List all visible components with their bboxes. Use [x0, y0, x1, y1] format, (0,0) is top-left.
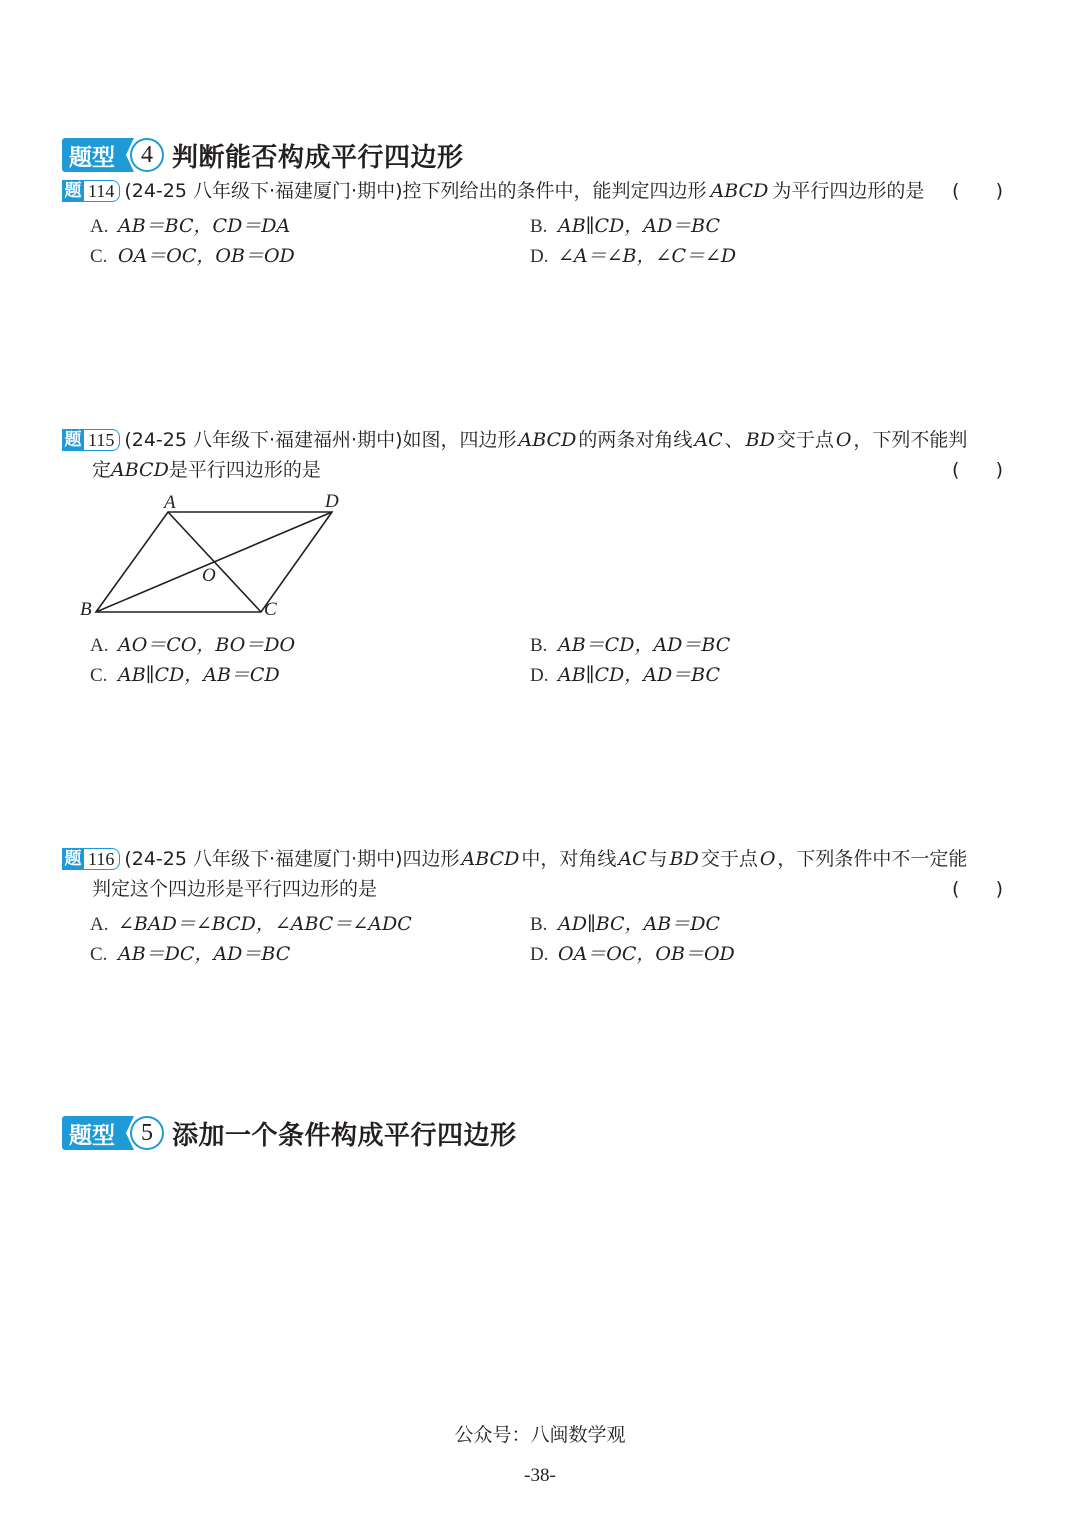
answer-blank: ( ) [952, 180, 1004, 202]
option-label: C. [90, 944, 108, 965]
question-tag: 题 [62, 180, 84, 202]
question-text: 与 [648, 848, 668, 870]
option-c [90, 941, 290, 968]
option-c [90, 662, 280, 689]
option-label: C. [90, 665, 108, 686]
shape-name: ABCD [461, 848, 520, 870]
option-text: AB∥CD，AD＝BC [558, 664, 721, 686]
option-d [530, 941, 735, 968]
point-o: O [835, 429, 852, 451]
option-label: D. [530, 665, 549, 686]
option-text: AB＝CD，AD＝BC [558, 634, 731, 656]
option-text: OA＝OC，OB＝OD [558, 943, 735, 965]
question-text: 的两条对角线 [578, 429, 693, 451]
section-tag: 题型 [62, 1116, 122, 1150]
section-number: 4 [130, 138, 164, 172]
point-o: O [759, 848, 776, 870]
option-text: OA＝OC，OB＝OD [118, 245, 295, 267]
option-label: B. [530, 635, 548, 656]
option-d [530, 662, 720, 689]
option-label: A. [90, 635, 109, 656]
option-text: AD∥BC，AB＝DC [558, 913, 721, 935]
section-title: 判断能否构成平行四边形 [172, 142, 464, 173]
label-a: A [164, 492, 176, 513]
label-d: D [325, 491, 339, 512]
label-o: O [202, 565, 216, 586]
option-label: D. [530, 246, 549, 267]
question-number: 114 [84, 180, 120, 202]
question-text: ，下列不能判 [853, 429, 968, 451]
question-text: 交于点 [700, 848, 758, 870]
question-text: 中，对角线 [521, 848, 617, 870]
answer-blank: ( ) [952, 459, 1004, 481]
question-114-stem [62, 177, 924, 205]
section-title: 添加一个条件构成平行四边形 [172, 1120, 517, 1151]
question-text: 是平行四边形的是 [168, 459, 321, 481]
option-a [90, 632, 295, 659]
shape-name: ABCD [710, 180, 769, 202]
option-label: C. [90, 246, 108, 267]
option-b [530, 911, 720, 938]
label-c: C [264, 599, 277, 620]
option-label: B. [530, 216, 548, 237]
section-header-4 [62, 136, 464, 174]
shape-name: ABCD [518, 429, 577, 451]
section-header-5 [62, 1114, 517, 1152]
parallelogram-figure [74, 488, 364, 623]
question-text: 定 [92, 459, 112, 481]
question-tag: 题 [62, 848, 84, 870]
option-label: B. [530, 914, 548, 935]
question-116-line2: 判定这个四边形是平行四边形的是 [92, 878, 378, 900]
option-d [530, 243, 736, 270]
section-tag: 题型 [62, 138, 122, 172]
answer-blank: ( ) [952, 878, 1004, 900]
label-b: B [80, 599, 92, 620]
option-label: A. [90, 914, 109, 935]
option-text: AB∥CD，AD＝BC [558, 215, 721, 237]
option-a [90, 911, 412, 938]
option-text: ∠A＝∠B，∠C＝∠D [558, 245, 737, 267]
question-text: 控下列给出的条件中，能判定四边形 [402, 180, 707, 202]
segment-bd: BD [745, 429, 775, 451]
option-c [90, 243, 295, 270]
question-text: 交于点 [776, 429, 834, 451]
question-116-stem [62, 845, 967, 873]
separator: 、 [724, 429, 744, 451]
question-number: 116 [84, 848, 120, 870]
chevron-icon [122, 1116, 134, 1150]
option-text: AB∥CD，AB＝CD [118, 664, 280, 686]
option-a [90, 213, 290, 240]
option-b [530, 213, 720, 240]
question-text: ，下列条件中不一定能 [777, 848, 968, 870]
question-text: 如图，四边形 [402, 429, 517, 451]
option-label: D. [530, 944, 549, 965]
option-text: AB＝DC，AD＝BC [118, 943, 291, 965]
section-number: 5 [130, 1116, 164, 1150]
option-label: A. [90, 216, 109, 237]
option-text: AB＝BC，CD＝DA [118, 215, 291, 237]
question-source: (24-25 八年级下·福建福州·期中) [124, 429, 403, 451]
question-source: (24-25 八年级下·福建厦门·期中) [124, 180, 403, 202]
question-tag: 题 [62, 429, 84, 451]
question-115-line2 [92, 456, 321, 484]
footer-text: 公众号：八闽数学观 [454, 1424, 626, 1446]
question-text: 为平行四边形的是 [772, 180, 925, 202]
segment-bd: BD [669, 848, 699, 870]
option-text: ∠BAD＝∠BCD，∠ABC＝∠ADC [118, 913, 412, 935]
shape-name: ABCD [111, 459, 169, 481]
question-text: 四边形 [402, 848, 460, 870]
question-number: 115 [84, 429, 120, 451]
option-text: AO＝CO，BO＝DO [118, 634, 296, 656]
page-number: -38- [524, 1465, 556, 1486]
segment-ac: AC [694, 429, 723, 451]
chevron-icon [122, 138, 134, 172]
option-b [530, 632, 730, 659]
segment-ac: AC [618, 848, 647, 870]
question-source: (24-25 八年级下·福建厦门·期中) [124, 848, 403, 870]
question-115-stem [62, 426, 967, 454]
